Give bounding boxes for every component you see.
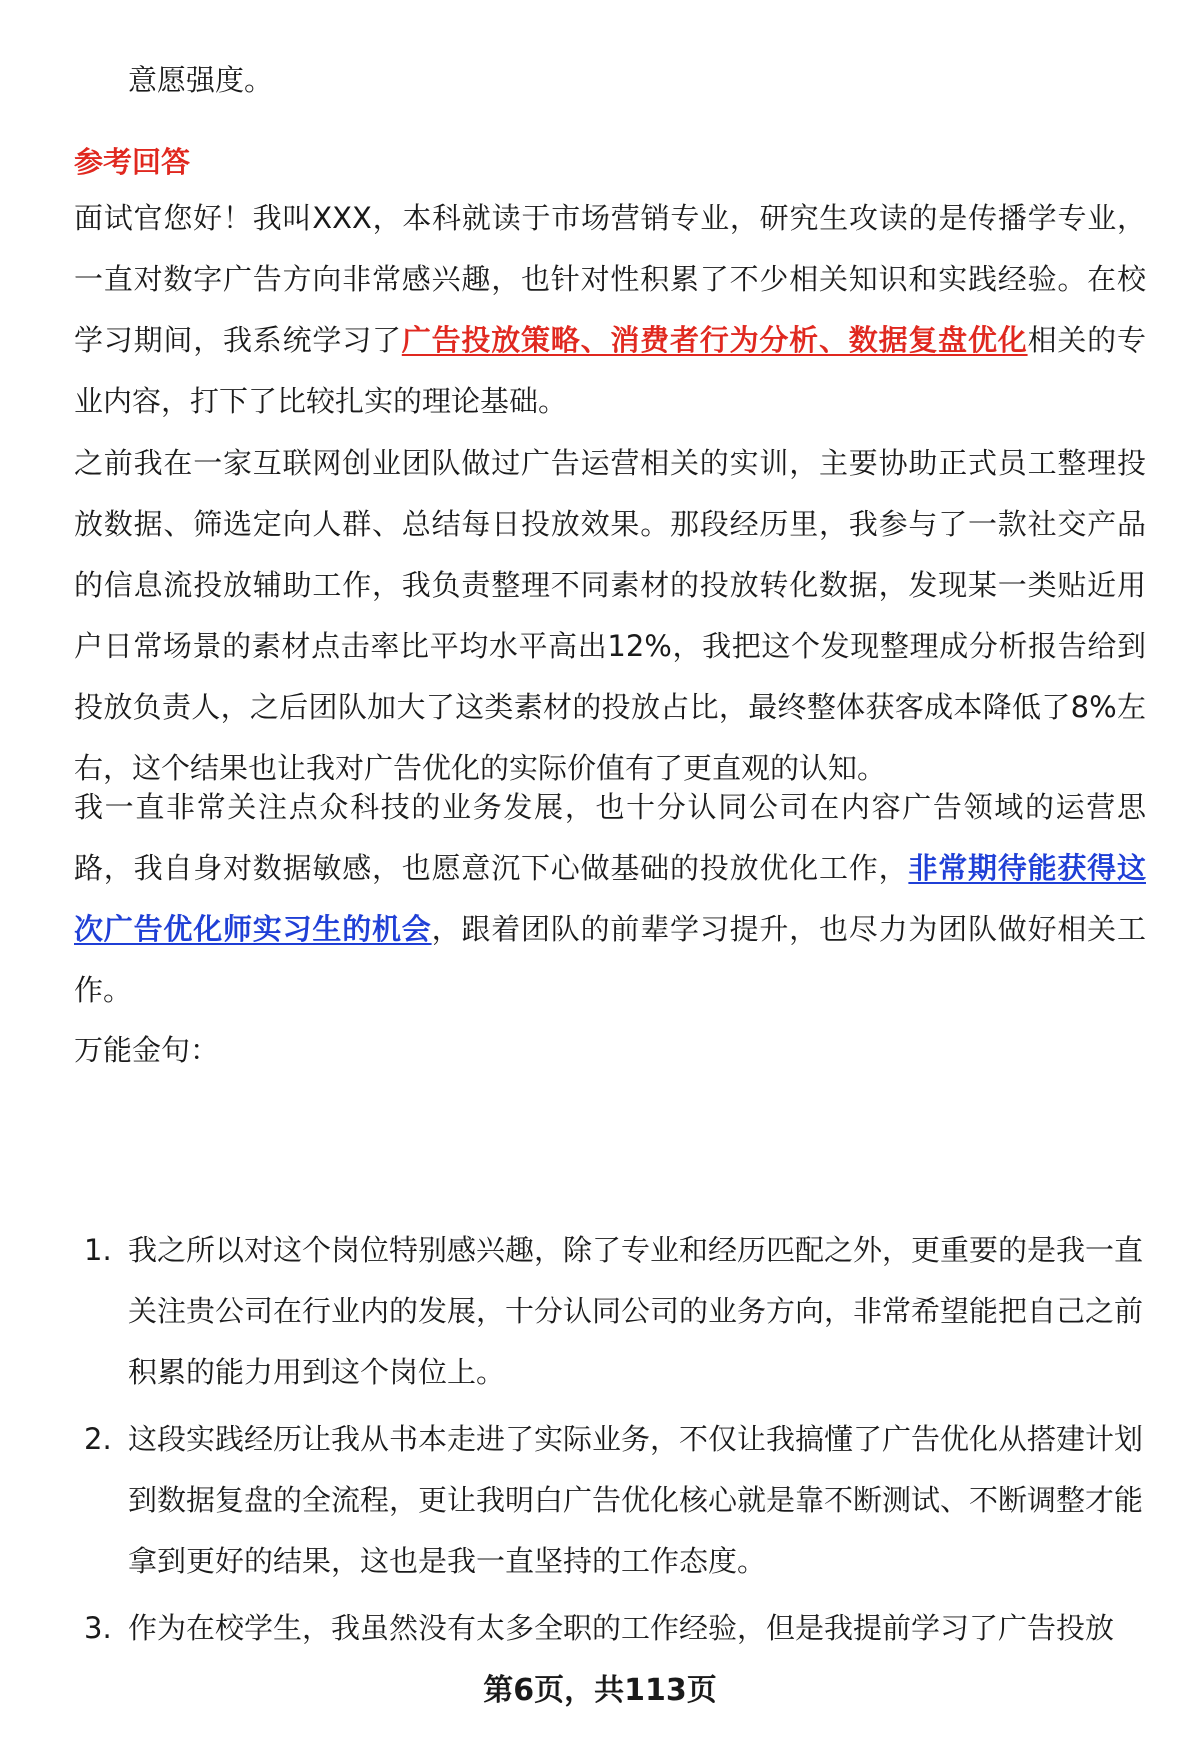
page-number-footer: 第6页，共113页 xyxy=(483,1673,717,1708)
intro-continuation: 意愿强度。 xyxy=(128,63,274,97)
answer-paragraph-1 xyxy=(74,188,1146,432)
list-number: 2. xyxy=(84,1422,112,1456)
list-item xyxy=(74,1409,1146,1592)
list-item xyxy=(74,1220,1146,1403)
highlight-red: 广告投放策略、消费者行为分析、数据复盘优化 xyxy=(401,323,1028,357)
paragraph-text: 相关的专业内容，打下了比较扎实的理论基础。 xyxy=(74,323,1146,418)
paragraph-text: 面试官您好！我叫XXX，本科就读于市场营销专业，研究生攻读的是传播学专业，一直对数字广告方向非常感兴趣，也针对性积累了不少相关知识和实践经验。在校学习期间，我系统学习了 xyxy=(74,201,1146,357)
list-number: 3. xyxy=(84,1611,112,1645)
section-heading: 参考回答 xyxy=(74,145,191,179)
list-item xyxy=(74,1598,1146,1659)
golden-sentences-list xyxy=(74,1220,1146,1659)
list-text: 作为在校学生，我虽然没有太多全职的工作经验，但是我提前学习了广告投放 xyxy=(128,1611,1115,1645)
list-number: 1. xyxy=(84,1233,112,1267)
paragraph-text: ，跟着团队的前辈学习提升，也尽力为团队做好相关工作。 xyxy=(74,912,1146,1007)
paragraph-text: 我一直非常关注点众科技的业务发展，也十分认同公司在内容广告领域的运营思路，我自身对数据敏感，也愿意沉下心做基础的投放优化工作， xyxy=(74,790,1146,885)
list-text: 这段实践经历让我从书本走进了实际业务，不仅让我搞懂了广告优化从搭建计划到数据复盘的全流程，更让我明白广告优化核心就是靠不断测试、不断调整才能拿到更好的结果，这也是我一直坚持的工作态度。 xyxy=(128,1422,1144,1578)
golden-sentences-label: 万能金句： xyxy=(74,1033,220,1067)
answer-paragraph-2: 之前我在一家互联网创业团队做过广告运营相关的实训，主要协助正式员工整理投放数据、筛选定向人群、总结每日投放效果。那段经历里，我参与了一款社交产品的信息流投放辅助工作，我负责整理不同素材的投放转化数据，发现某一类贴近用户日常场景的素材点击率比平均水平高出12%，我把这个发现整理成分析报告给到投放负责人，之后团队加大了这类素材的投放占比，最终整体获客成本降低了8%左右，这个结果也让我对广告优化的实际价值有了更直观的认知。 xyxy=(74,446,1146,785)
answer-paragraph-3 xyxy=(74,777,1146,1021)
highlight-blue: 非常期待能获得这次广告优化师实习生的机会 xyxy=(74,851,1146,946)
list-text: 我之所以对这个岗位特别感兴趣，除了专业和经历匹配之外，更重要的是我一直关注贵公司在行业内的发展，十分认同公司的业务方向，非常希望能把自己之前积累的能力用到这个岗位上。 xyxy=(128,1233,1144,1389)
